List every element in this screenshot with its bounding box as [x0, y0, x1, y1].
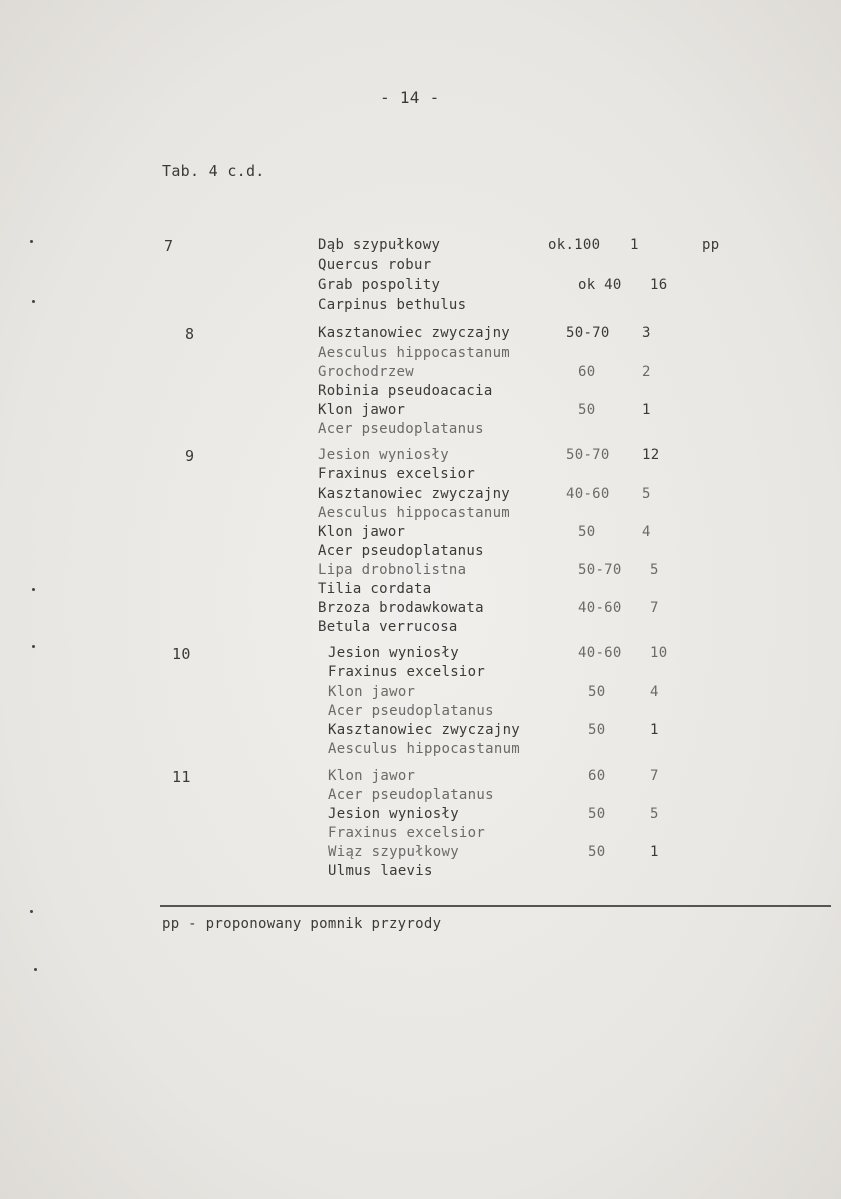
species-latin-name: Aesculus hippocastanum — [318, 345, 511, 361]
species-latin-name: Aesculus hippocastanum — [328, 741, 521, 757]
species-common-name: Brzoza brodawkowata — [318, 600, 484, 616]
site-number: 11 — [172, 768, 191, 786]
site-number: 10 — [172, 645, 191, 663]
page-number: - 14 - — [380, 88, 440, 107]
species-latin-name: Acer pseudoplatanus — [328, 787, 494, 803]
species-common-name: Klon jawor — [318, 402, 406, 418]
count-value: 5 — [650, 562, 659, 578]
count-value: 4 — [650, 684, 659, 700]
age-value: 50 — [588, 806, 606, 822]
species-latin-name: Quercus robur — [318, 257, 432, 273]
species-latin-name: Acer pseudoplatanus — [328, 703, 494, 719]
count-value: 1 — [650, 844, 659, 860]
age-value: 50-70 — [578, 562, 622, 578]
count-value: 7 — [650, 600, 659, 616]
footnote-divider — [160, 905, 831, 907]
scan-speck — [34, 968, 37, 971]
species-common-name: Wiąz szypułkowy — [328, 844, 459, 860]
species-latin-name: Aesculus hippocastanum — [318, 505, 511, 521]
species-common-name: Klon jawor — [318, 524, 406, 540]
site-number: 8 — [185, 325, 195, 343]
age-value: 40-60 — [578, 645, 622, 661]
species-latin-name: Carpinus bethulus — [318, 297, 467, 313]
species-common-name: Lipa drobnolistna — [318, 562, 467, 578]
age-value: 50 — [588, 684, 606, 700]
count-value: 5 — [642, 486, 651, 502]
species-latin-name: Betula verrucosa — [318, 619, 458, 635]
species-latin-name: Fraxinus excelsior — [328, 664, 486, 680]
age-value: 50 — [588, 722, 606, 738]
count-value: 1 — [630, 237, 639, 253]
species-common-name: Jesion wyniosły — [328, 645, 459, 661]
species-common-name: Kasztanowiec zwyczajny — [318, 486, 511, 502]
age-value: 50 — [588, 844, 606, 860]
count-value: 1 — [642, 402, 651, 418]
scan-speck — [32, 588, 35, 591]
age-value: ok.100 — [548, 237, 601, 253]
count-value: 2 — [642, 364, 651, 380]
species-common-name: Klon jawor — [328, 684, 416, 700]
site-number: 7 — [164, 237, 174, 255]
count-value: 7 — [650, 768, 659, 784]
scan-speck — [32, 645, 35, 648]
age-value: 60 — [588, 768, 606, 784]
species-latin-name: Acer pseudoplatanus — [318, 421, 484, 437]
age-value: 50-70 — [566, 447, 610, 463]
species-common-name: Klon jawor — [328, 768, 416, 784]
count-value: 3 — [642, 325, 651, 341]
site-number: 9 — [185, 447, 195, 465]
species-latin-name: Ulmus laevis — [328, 863, 433, 879]
count-value: 1 — [650, 722, 659, 738]
count-value: 4 — [642, 524, 651, 540]
count-value: 10 — [650, 645, 668, 661]
age-value: 60 — [578, 364, 596, 380]
species-common-name: Jesion wyniosły — [328, 806, 459, 822]
species-latin-name: Acer pseudoplatanus — [318, 543, 484, 559]
age-value: 50 — [578, 524, 596, 540]
table-header: Tab. 4 c.d. — [162, 162, 265, 180]
scan-speck — [30, 240, 33, 243]
species-common-name: Jesion wyniosły — [318, 447, 449, 463]
species-common-name: Grab pospolity — [318, 277, 441, 293]
age-value: 50 — [578, 402, 596, 418]
species-common-name: Grochodrzew — [318, 364, 415, 380]
count-value: 12 — [642, 447, 660, 463]
species-common-name: Kasztanowiec zwyczajny — [328, 722, 521, 738]
species-latin-name: Fraxinus excelsior — [328, 825, 486, 841]
footnote: pp - proponowany pomnik przyrody — [162, 916, 442, 932]
species-latin-name: Fraxinus excelsior — [318, 466, 476, 482]
age-value: 40-60 — [578, 600, 622, 616]
age-value: 50-70 — [566, 325, 610, 341]
age-value: ok 40 — [578, 277, 622, 293]
scan-speck — [32, 300, 35, 303]
species-latin-name: Tilia cordata — [318, 581, 432, 597]
note-value: pp — [702, 237, 720, 253]
species-common-name: Kasztanowiec zwyczajny — [318, 325, 511, 341]
scan-speck — [30, 910, 33, 913]
count-value: 16 — [650, 277, 668, 293]
species-common-name: Dąb szypułkowy — [318, 237, 441, 253]
age-value: 40-60 — [566, 486, 610, 502]
count-value: 5 — [650, 806, 659, 822]
species-latin-name: Robinia pseudoacacia — [318, 383, 493, 399]
